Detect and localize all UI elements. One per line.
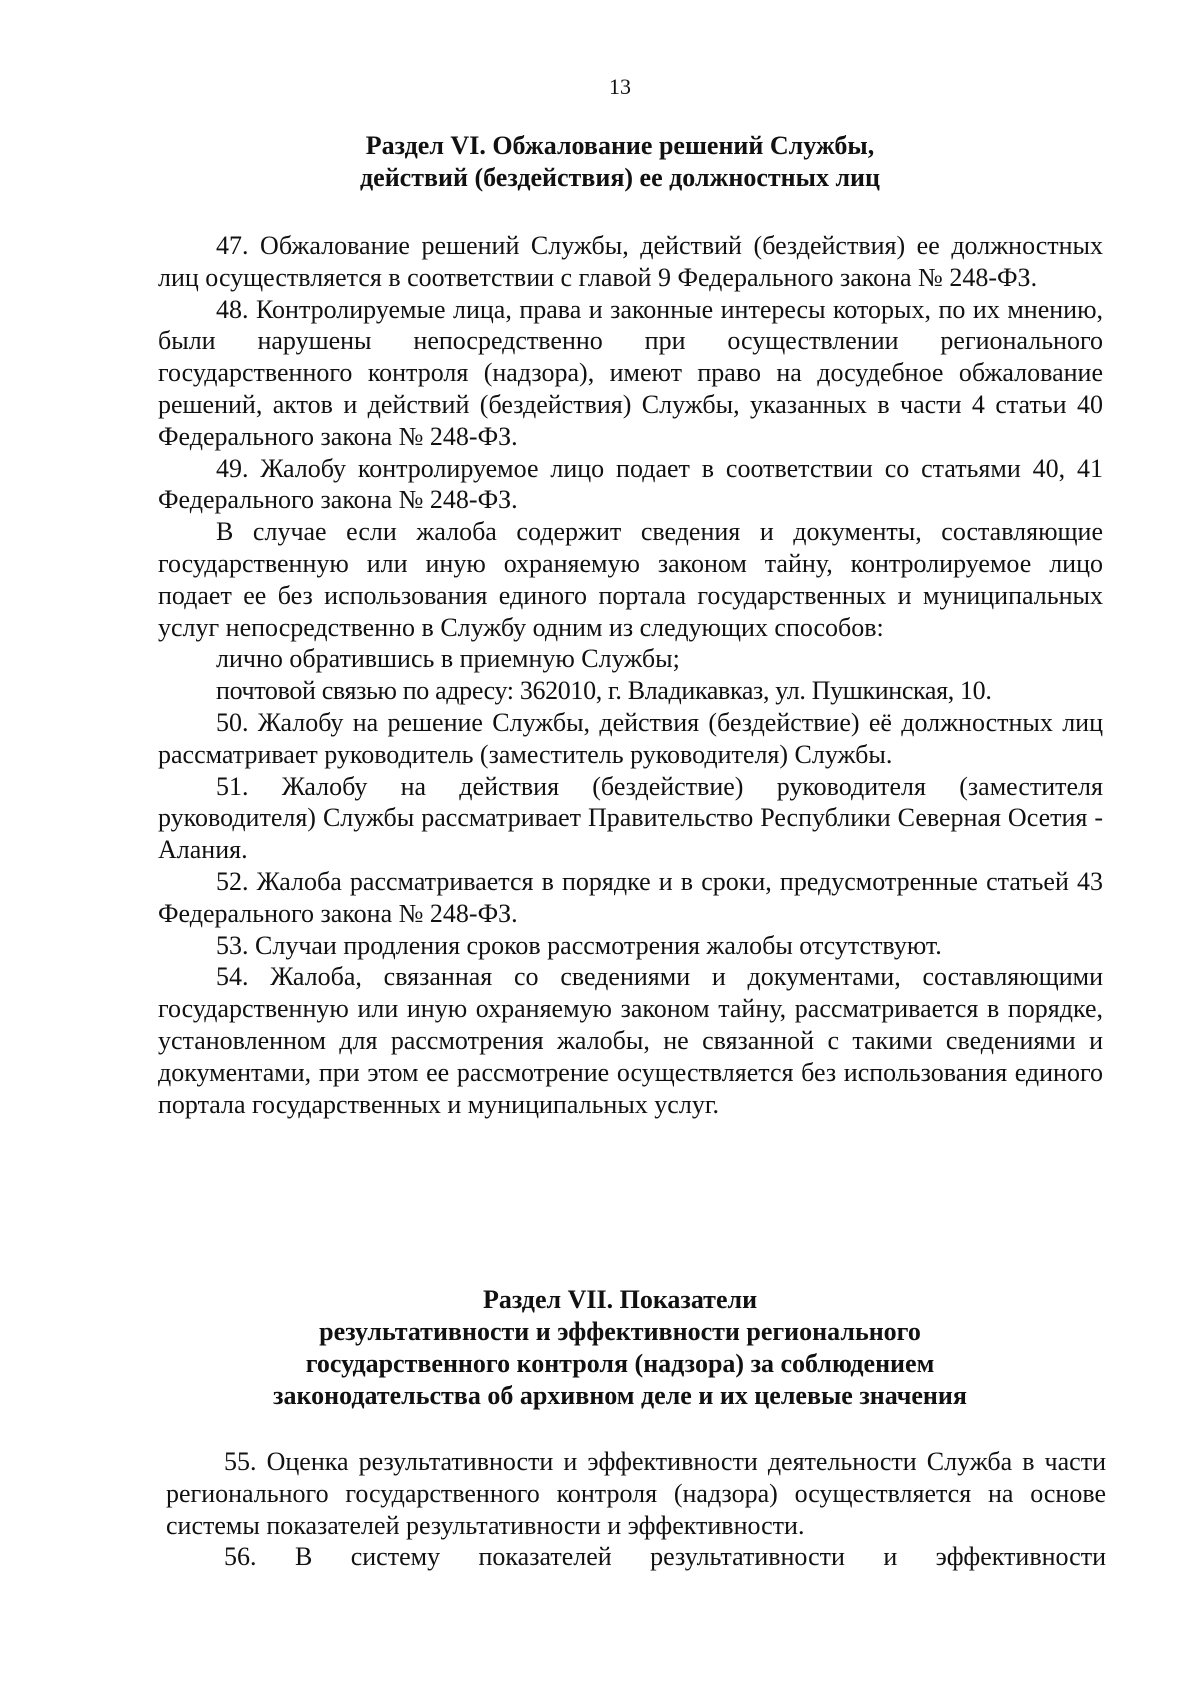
section-6-title-line: Раздел VI. Обжалование решений Службы,: [365, 131, 875, 160]
paragraph-56: 56. В систему показателей результативности и эффективности: [224, 1542, 1106, 1572]
section-7-title-line: Раздел VII. Показатели: [482, 1285, 758, 1314]
section-7-title-line: результативности и эффективности регионального: [319, 1317, 921, 1346]
section-7-title-line: законодательства об архивном деле и их целевые значения: [273, 1381, 967, 1410]
paragraph-52: 52. Жалоба рассматривается в порядке и в сроки, предусмотренные статьей 43 Федерального закона № 248-ФЗ.: [158, 866, 1103, 928]
section-7-title: [0, 1284, 1200, 1412]
paragraph-49-method-in-person: лично обратившись в приемную Службы;: [216, 644, 680, 674]
section-7-title-line: государственного контроля (надзора) за соблюдением: [305, 1349, 935, 1378]
paragraph-50: 50. Жалобу на решение Службы, действия (бездействие) её должностных лиц рассматривает руководитель (заместитель руководителя) Службы.: [158, 707, 1103, 769]
section-6-title-line: действий (бездействия) ее должностных лиц: [360, 163, 880, 192]
paragraph-48: 48. Контролируемые лица, права и законные интересы которых, по их мнению, были нарушены непосредственно при осуществлении регионального государственного контроля (надзора), имеют право на досудебное обжалование решений, актов и действий (бездействия) Службы, указанных в части 4 статьи 40 Федерального закона № 248-ФЗ.: [158, 294, 1103, 451]
paragraph-51: 51. Жалобу на действия (бездействие) руководителя (заместителя руководителя) Службы рассматривает Правительство Республики Северная Осетия - Алания.: [158, 771, 1103, 865]
paragraph-54: 54. Жалоба, связанная со сведениями и документами, составляющими государственную или иную охраняемую законом тайну, рассматривается в порядке, установленном для рассмотрения жалобы, не связанной с такими сведениями и документами, при этом ее рассмотрение осуществляется без использования единого портала государственных и муниципальных услуг.: [158, 962, 1103, 1119]
page-number: 13: [609, 74, 631, 99]
paragraph-53: 53. Случаи продления сроков рассмотрения жалобы отсутствуют.: [216, 930, 942, 960]
paragraph-49-secret-case: В случае если жалоба содержит сведения и документы, составляющие государственную или иную охраняемую законом тайну, контролируемое лицо подает ее без использования единого портала государственных и муниципальных услуг непосредственно в Службу одним из следующих способов:: [158, 517, 1103, 642]
paragraph-49-method-post: почтовой связью по адресу: 362010, г. Владикавказ, ул. Пушкинская, 10.: [216, 676, 992, 706]
paragraph-55: 55. Оценка результативности и эффективности деятельности Служба в части регионального государственного контроля (надзора) осуществляется на основе системы показателей результативности и эффективности.: [166, 1447, 1106, 1540]
section-6-title: [0, 130, 1200, 194]
paragraph-49: 49. Жалобу контролируемое лицо подает в соответствии со статьями 40, 41 Федерального закона № 248-ФЗ.: [158, 453, 1103, 515]
section-6-body: [158, 230, 1103, 1120]
section-7-body: [166, 1446, 1106, 1573]
paragraph-47: 47. Обжалование решений Службы, действий (бездействия) ее должностных лиц осуществляется в соответствии с главой 9 Федерального закона № 248-ФЗ.: [158, 231, 1103, 292]
